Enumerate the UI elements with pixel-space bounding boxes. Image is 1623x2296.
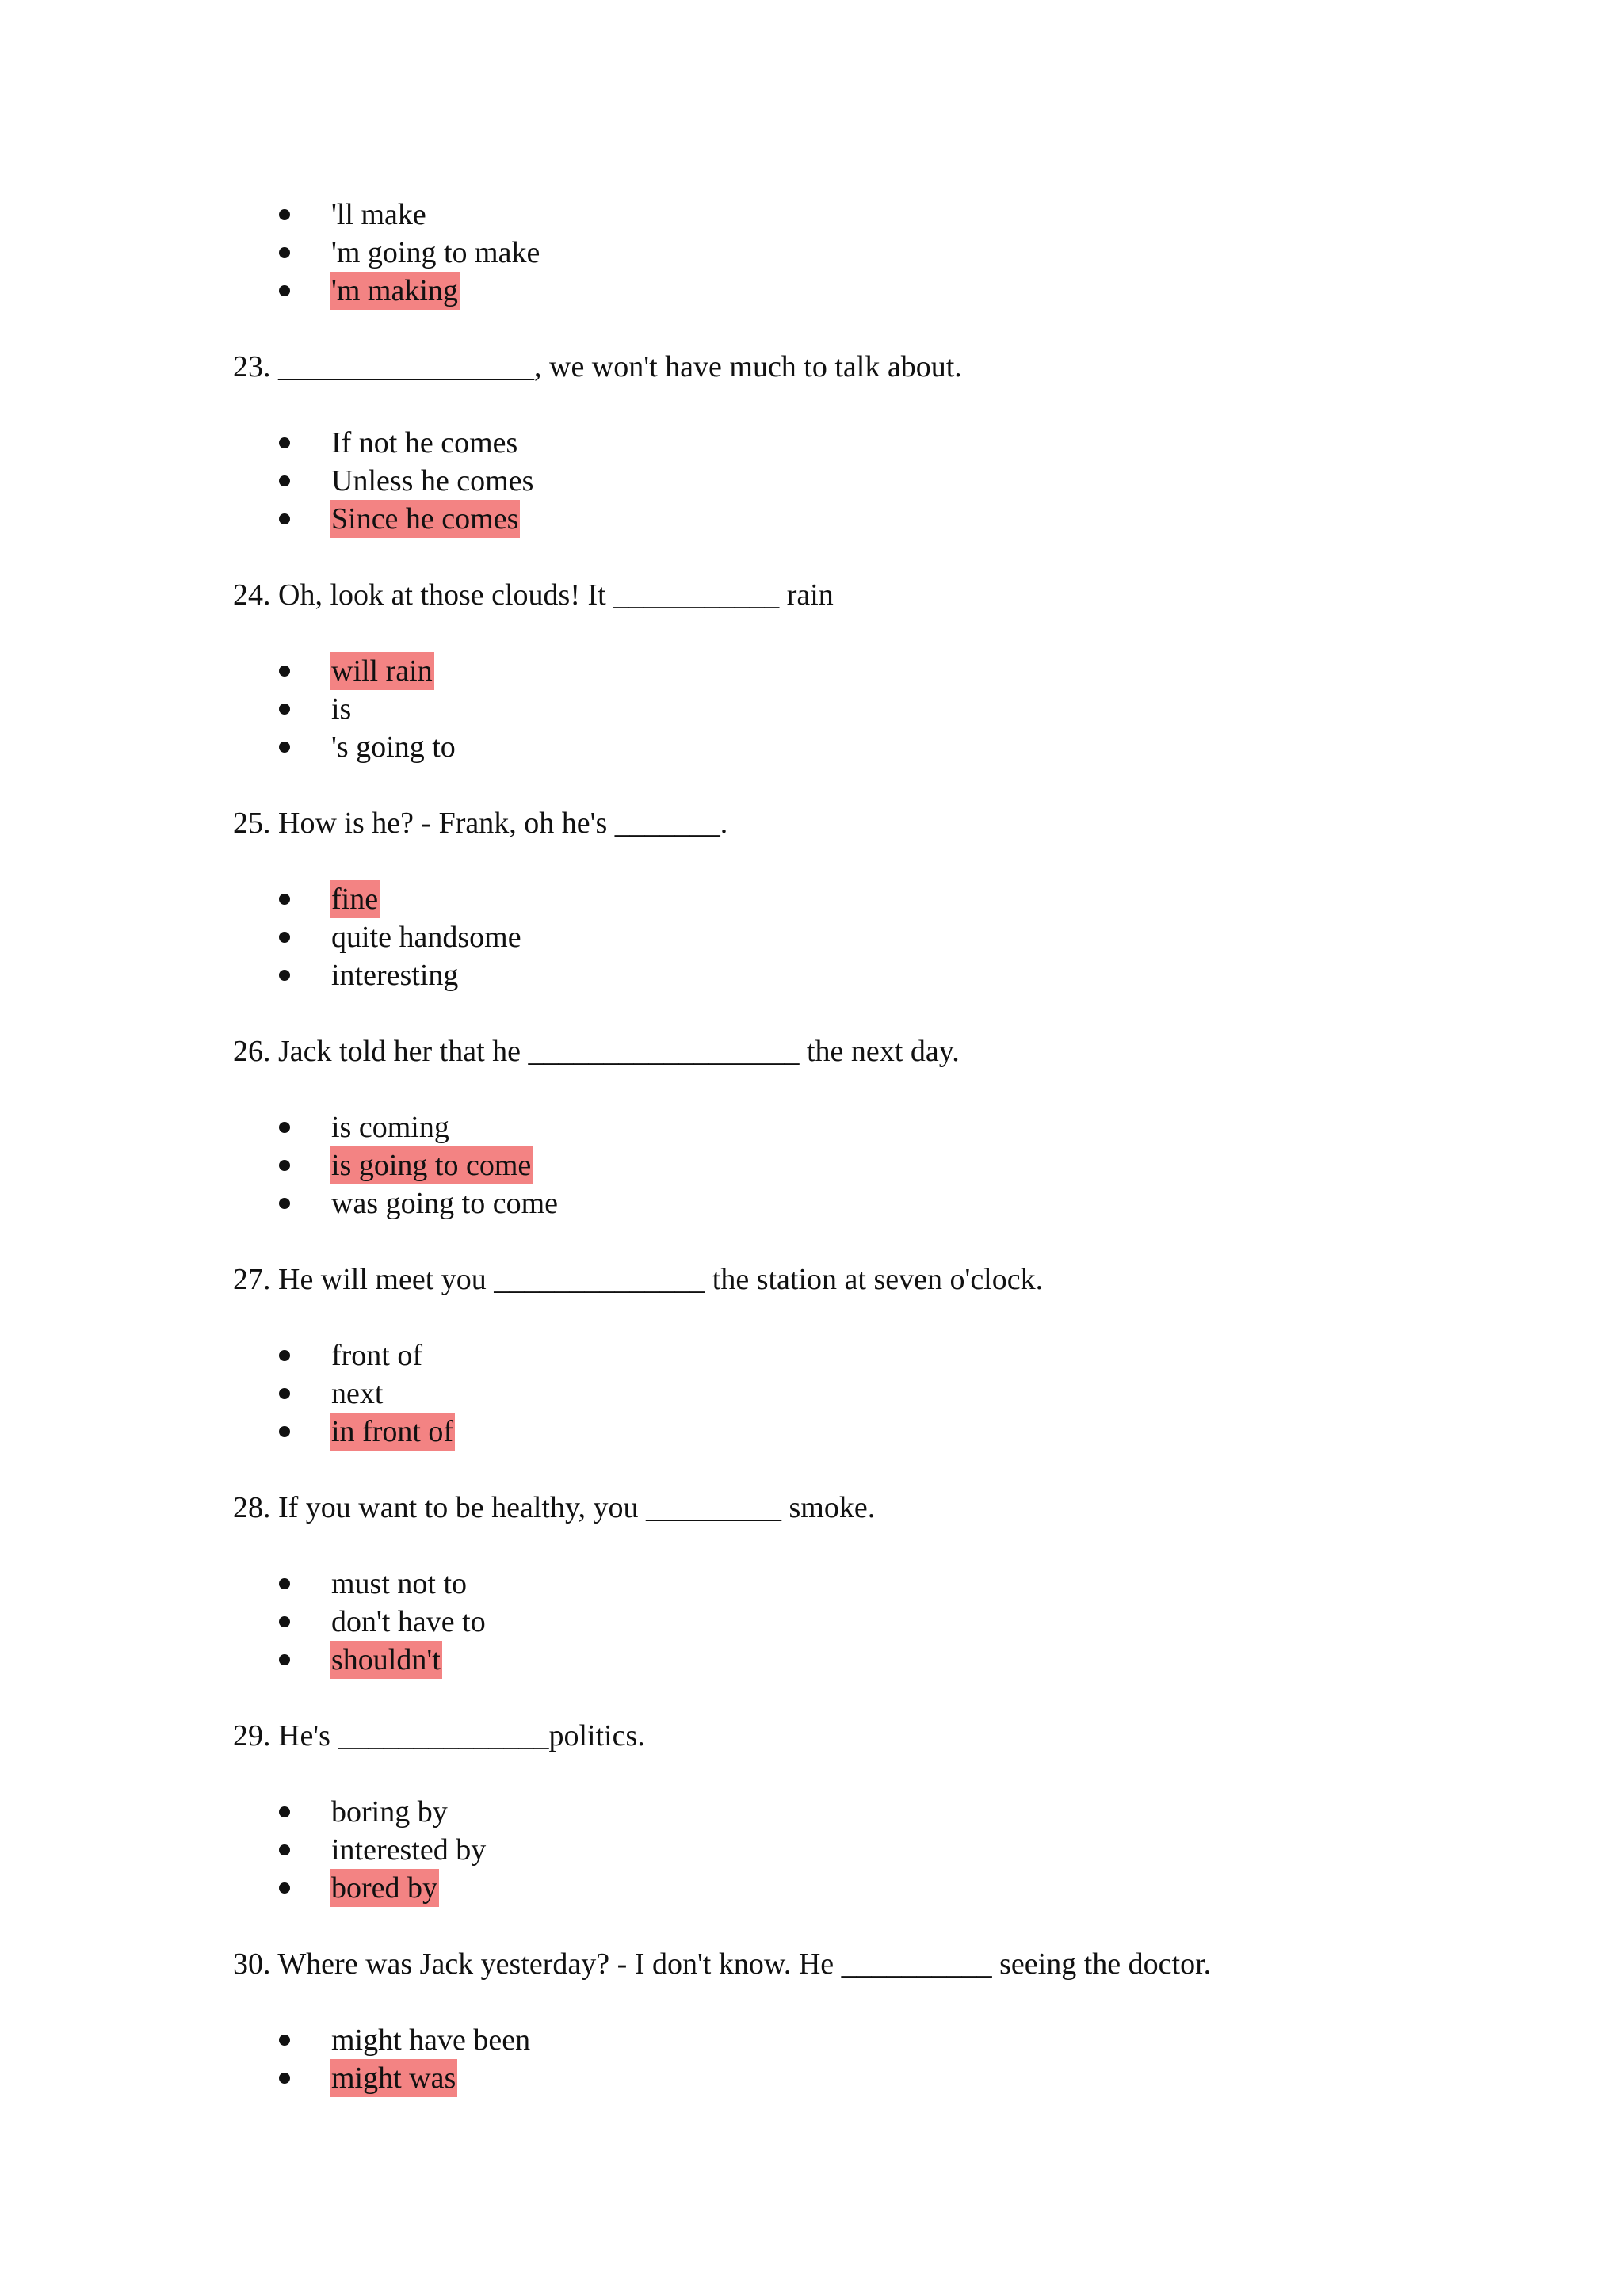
option-item [331,1831,487,1869]
option-text: interesting [331,959,459,992]
option-item [331,500,520,538]
bullet-icon [279,437,290,448]
option-item [331,1337,424,1375]
option-item [331,2021,532,2059]
question-text: 28. If you want to be healthy, you _________ smoke. [233,1491,876,1524]
option-text-highlighted: will rain [330,652,434,690]
bullet-icon [279,1654,290,1665]
bullet-icon [279,1616,290,1627]
option-text-highlighted: in front of [330,1413,455,1451]
bullet-icon [279,1160,290,1171]
option-text: quite handsome [331,921,521,954]
option-text: boring by [331,1795,448,1829]
option-item [331,1869,439,1907]
bullet-icon [279,1350,290,1361]
bullet-icon [279,1198,290,1209]
option-text: must not to [331,1567,468,1600]
option-item [331,1413,455,1451]
option-text: interested by [331,1833,487,1867]
bullet-icon [279,475,290,486]
option-text: don't have to [331,1605,486,1638]
option-text: front of [331,1339,423,1372]
option-item [331,1603,487,1641]
bullet-icon [279,285,290,296]
option-item [331,1108,451,1146]
bullet-icon [279,894,290,905]
option-item [331,1184,559,1222]
bullet-icon [279,247,290,258]
option-text-highlighted: might was [330,2059,457,2097]
option-text-highlighted: fine [330,880,380,918]
option-item [331,1641,442,1679]
option-text: 's going to [331,730,456,764]
bullet-icon [279,1578,290,1589]
option-text: might have been [331,2023,531,2057]
option-item [331,234,541,272]
question-text: 23. _________________, we won't have much to talk about. [233,350,962,383]
option-item [331,196,428,234]
option-item [331,956,460,994]
option-text-highlighted: is going to come [330,1146,533,1184]
bullet-icon [279,666,290,677]
bullet-icon [279,1122,290,1133]
option-item [331,918,523,956]
option-item [331,1146,533,1184]
option-text: was going to come [331,1187,559,1220]
option-text-highlighted: Since he comes [330,500,520,538]
option-item [331,880,380,918]
bullet-icon [279,932,290,943]
bullet-icon [279,1882,290,1894]
option-text: 'll make [331,198,426,231]
question-text: 27. He will meet you ______________ the station at seven o'clock. [233,1263,1044,1296]
option-item [331,424,519,462]
option-item [331,1793,449,1831]
option-item [331,272,460,310]
bullet-icon [279,209,290,220]
option-text: is coming [331,1111,449,1144]
bullet-icon [279,1426,290,1437]
option-text: Unless he comes [331,464,534,498]
bullet-icon [279,1806,290,1817]
option-item [331,652,434,690]
option-item [331,462,535,500]
option-item [331,1375,384,1413]
bullet-icon [279,704,290,715]
option-text: If not he comes [331,426,518,460]
option-item [331,728,457,766]
question-text: 25. How is he? - Frank, oh he's _______. [233,807,728,840]
option-text: 'm going to make [331,236,540,269]
option-item [331,690,353,728]
option-item [331,2059,457,2097]
question-text: 26. Jack told her that he __________________ the next day. [233,1035,960,1068]
bullet-icon [279,1844,290,1855]
bullet-icon [279,970,290,981]
option-item [331,1565,468,1603]
option-text: next [331,1377,384,1410]
bullet-icon [279,2073,290,2084]
bullet-icon [279,1388,290,1399]
bullet-icon [279,2035,290,2046]
option-text-highlighted: 'm making [330,272,460,310]
question-text: 24. Oh, look at those clouds! It ___________ rain [233,578,834,612]
question-text: 29. He's ______________politics. [233,1719,645,1753]
option-text: is [331,692,352,726]
question-text: 30. Where was Jack yesterday? - I don't know. He __________ seeing the doctor. [233,1947,1212,1981]
option-text-highlighted: shouldn't [330,1641,442,1679]
option-text-highlighted: bored by [330,1869,439,1907]
bullet-icon [279,742,290,753]
bullet-icon [279,513,290,524]
